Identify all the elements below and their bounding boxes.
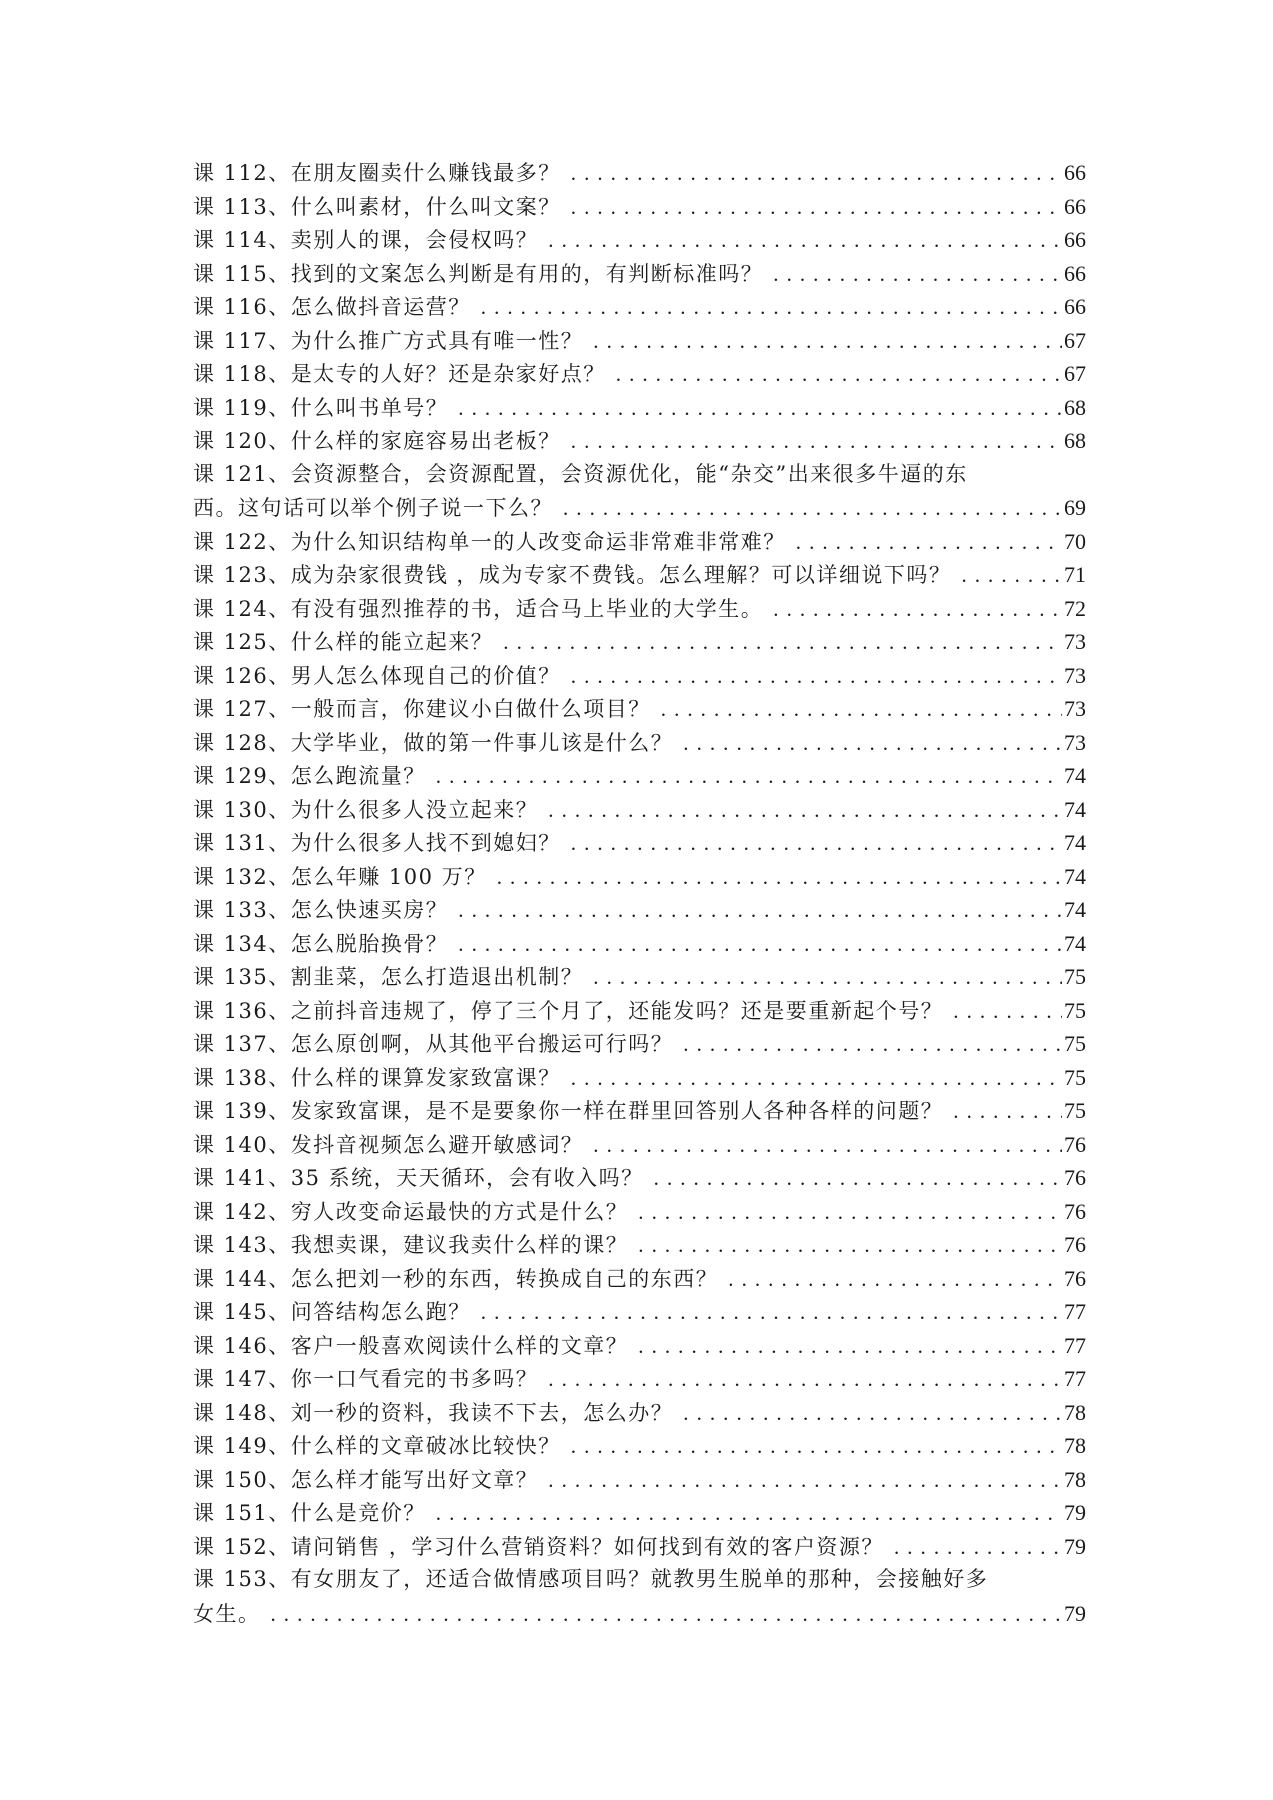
- toc-entry: [193, 1094, 1086, 1128]
- toc-line: [193, 860, 1086, 894]
- toc-line: [193, 1329, 1086, 1363]
- toc-page-number: 77: [1064, 1366, 1086, 1391]
- toc-line: [193, 1362, 1086, 1396]
- toc-entry: [193, 558, 1086, 592]
- toc-entry-title: 课 147、你一口气看完的书多吗？: [193, 1367, 539, 1391]
- toc-page-number: 66: [1064, 193, 1086, 219]
- dot-leader: [661, 693, 1062, 727]
- toc-entry: [193, 659, 1086, 693]
- dot-leader: [548, 794, 1062, 828]
- dot-leader: [271, 1598, 1063, 1632]
- toc-entry: [193, 1295, 1086, 1329]
- dot-leader: [796, 526, 1062, 560]
- toc-entry: [193, 1362, 1086, 1396]
- dot-leader: [654, 1162, 1062, 1196]
- toc-line: [193, 257, 1086, 291]
- toc-page-number: 74: [1064, 897, 1086, 922]
- toc-line: [193, 625, 1086, 659]
- toc-entry-title: 女生。: [193, 1601, 261, 1626]
- toc-line: [193, 491, 1086, 525]
- toc-entry-title: 课 125、什么样的能立起来？: [193, 630, 494, 654]
- toc-page-number: 68: [1064, 428, 1086, 453]
- dot-leader: [458, 392, 1062, 426]
- toc-line: [193, 1496, 1086, 1530]
- toc-entry: [193, 1027, 1086, 1061]
- toc-entry-title: 课 135、割韭菜，怎么打造退出机制？: [193, 965, 584, 989]
- dot-leader: [961, 559, 1062, 593]
- toc-entry-title: 课 115、找到的文案怎么判断是有用的，有判断标准吗？: [193, 261, 764, 286]
- toc-entry: [193, 525, 1086, 559]
- toc-entry-title-line1: 课 153、有女朋友了，还适合做情感项目吗？就教男生脱单的那种，会接触好多: [193, 1567, 989, 1591]
- toc-entry-title: 课 129、怎么跑流量？: [193, 764, 426, 788]
- toc-page-number: 75: [1064, 1098, 1086, 1123]
- toc-line: [193, 1195, 1086, 1229]
- toc-page-number: 79: [1064, 1533, 1086, 1559]
- toc-entry: [193, 1262, 1086, 1296]
- toc-line: [193, 1262, 1086, 1296]
- toc-page-number: 75: [1064, 997, 1086, 1023]
- toc-entry-title: 课 150、怎么样才能写出好文章？: [193, 1467, 539, 1492]
- toc-entry-title: 课 141、35 系统，天天循环，会有收入吗？: [193, 1166, 644, 1190]
- toc-entry-title: 课 133、怎么快速买房？: [193, 898, 449, 922]
- toc-entry-title: 课 151、什么是竞价？: [193, 1501, 426, 1525]
- toc-entry: [193, 324, 1086, 358]
- toc-entry-title-line1: 课 121、会资源整合，会资源配置，会资源优化，能“杂交”出来很多牛逼的东: [193, 461, 968, 486]
- toc-line: [193, 391, 1086, 425]
- toc-page-number: 67: [1064, 361, 1086, 386]
- dot-leader: [638, 1330, 1062, 1364]
- toc-line: [193, 357, 1086, 391]
- toc-line: [193, 826, 1086, 860]
- toc-page-number: 79: [1064, 1600, 1086, 1626]
- dot-leader: [548, 1464, 1062, 1498]
- toc-entry-title: 课 118、是太专的人好？还是杂家好点？: [193, 362, 606, 386]
- toc-entry: [193, 1463, 1086, 1497]
- toc-entry-title: 课 112、在朋友圈卖什么赚钱最多？: [193, 161, 561, 185]
- toc-line: [193, 994, 1086, 1028]
- toc-line: [193, 525, 1086, 559]
- toc-page-number: 75: [1064, 1064, 1086, 1090]
- toc-page-number: 74: [1064, 863, 1086, 889]
- toc-page-number: 78: [1064, 1466, 1086, 1492]
- toc-entry: [193, 1128, 1086, 1162]
- toc-entry-title: 课 136、之前抖音违规了，停了三个月了，还能发吗？还是要重新起个号？: [193, 998, 944, 1023]
- toc-entry-title: 课 144、怎么把刘一秒的东西，转换成自己的东西？: [193, 1266, 719, 1291]
- toc-entry: [193, 223, 1086, 257]
- toc-line: [193, 726, 1086, 760]
- toc-line: [193, 1597, 1086, 1631]
- toc-entry: [193, 1530, 1086, 1564]
- toc-page-number: 71: [1064, 562, 1086, 587]
- toc-page-number: 67: [1064, 327, 1086, 353]
- toc-line: [193, 960, 1086, 994]
- dot-leader: [593, 325, 1062, 359]
- toc-entry-title: 课 140、发抖音视频怎么避开敏感词？: [193, 1132, 584, 1157]
- toc-entry-title: 课 128、大学毕业，做的第一件事儿该是什么？: [193, 730, 674, 755]
- toc-entry: [193, 424, 1086, 458]
- toc-entry: [193, 1429, 1086, 1463]
- dot-leader: [497, 861, 1062, 895]
- toc-entry: [193, 826, 1086, 860]
- toc-entry: [193, 190, 1086, 224]
- toc-line: [193, 1530, 1086, 1564]
- toc-page-number: 76: [1064, 1131, 1086, 1157]
- toc-entry: [193, 860, 1086, 894]
- toc-entry: [193, 960, 1086, 994]
- dot-leader: [728, 1263, 1062, 1297]
- toc-page-number: 79: [1064, 1500, 1086, 1525]
- toc-page-number: 76: [1064, 1198, 1086, 1224]
- toc-entry-title: 课 113、什么叫素材，什么叫文案？: [193, 194, 561, 219]
- toc-page-number: 73: [1064, 629, 1086, 654]
- toc-entry: [193, 793, 1086, 827]
- toc-entry-title: 课 148、刘一秒的资料，我读不下去，怎么办？: [193, 1400, 674, 1425]
- toc-entry: [193, 1563, 1086, 1630]
- toc-line: [193, 1295, 1086, 1329]
- toc-line: [193, 324, 1086, 358]
- dot-leader: [548, 224, 1062, 258]
- toc-page-number: 66: [1064, 160, 1086, 185]
- dot-leader: [638, 1229, 1062, 1263]
- toc-page-number: 73: [1064, 662, 1086, 688]
- dot-leader: [571, 157, 1062, 191]
- toc-entry: [193, 692, 1086, 726]
- toc-page-number: 75: [1064, 964, 1086, 989]
- toc-page-number: 68: [1064, 394, 1086, 420]
- toc-line: [193, 1027, 1086, 1061]
- dot-leader: [571, 1430, 1062, 1464]
- dot-leader: [571, 425, 1062, 459]
- toc-page-number: 76: [1064, 1265, 1086, 1291]
- toc-page-number: 73: [1064, 696, 1086, 721]
- dot-leader: [458, 894, 1062, 928]
- toc-entry-title: 课 142、穷人改变命运最快的方式是什么？: [193, 1199, 629, 1224]
- toc-entry: [193, 1228, 1086, 1262]
- dot-leader: [436, 760, 1062, 794]
- dot-leader: [683, 1397, 1062, 1431]
- toc-entry-title: 课 143、我想卖课，建议我卖什么样的课？: [193, 1233, 629, 1257]
- toc-entry-title: 课 146、客户一般喜欢阅读什么样的文章？: [193, 1333, 629, 1358]
- toc-page-number: 66: [1064, 294, 1086, 319]
- toc-line: [193, 1429, 1086, 1463]
- toc-entry: [193, 625, 1086, 659]
- toc-entry: [193, 1195, 1086, 1229]
- toc-entry-title: 课 126、男人怎么体现自己的价值？: [193, 663, 561, 688]
- toc-entry: [193, 726, 1086, 760]
- toc-entry-title: 课 120、什么样的家庭容易出老板？: [193, 429, 561, 453]
- toc-entry: [193, 1496, 1086, 1530]
- toc-entry-title: 课 152、请问销售 ，学习什么营销资料？如何找到有效的客户资源？: [193, 1534, 884, 1559]
- toc-line: [193, 190, 1086, 224]
- toc-page-number: 74: [1064, 763, 1086, 788]
- dot-leader: [436, 1497, 1062, 1531]
- toc-entry-title: 课 145、问答结构怎么跑？: [193, 1300, 471, 1324]
- toc-line: [193, 1094, 1086, 1128]
- toc-page-number: 70: [1064, 528, 1086, 554]
- toc-line: [193, 156, 1086, 190]
- dot-leader: [481, 291, 1062, 325]
- toc-line: [193, 1396, 1086, 1430]
- dot-leader: [773, 258, 1062, 292]
- toc-page-number: 74: [1064, 796, 1086, 822]
- toc-entry-title: 课 114、卖别人的课，会侵权吗？: [193, 228, 539, 252]
- toc-page-number: 76: [1064, 1232, 1086, 1257]
- toc-line: [193, 927, 1086, 961]
- toc-line: [193, 893, 1086, 927]
- toc-page-number: 69: [1064, 495, 1086, 520]
- toc-entry: [193, 1396, 1086, 1430]
- dot-leader: [616, 358, 1062, 392]
- dot-leader: [773, 593, 1062, 627]
- dot-leader: [571, 827, 1062, 861]
- toc-page-number: 66: [1064, 260, 1086, 286]
- toc-page-number: 73: [1064, 729, 1086, 755]
- toc-entry-title: 课 124、有没有强烈推荐的书，适合马上毕业的大学生。: [193, 596, 764, 621]
- toc-entry: [193, 893, 1086, 927]
- toc-entry-title: 课 122、为什么知识结构单一的人改变命运非常难非常难？: [193, 529, 786, 554]
- toc-entry: [193, 759, 1086, 793]
- toc-entry: [193, 156, 1086, 190]
- toc-entry: [193, 391, 1086, 425]
- toc-line: [193, 1161, 1086, 1195]
- toc-line: [193, 223, 1086, 257]
- toc-entry: [193, 927, 1086, 961]
- dot-leader: [894, 1531, 1062, 1565]
- toc-entry-title: 课 149、什么样的文章破冰比较快？: [193, 1434, 561, 1458]
- dot-leader: [563, 492, 1062, 526]
- toc-entry-title: 课 119、什么叫书单号？: [193, 395, 449, 420]
- toc-entry: [193, 1061, 1086, 1095]
- toc-page-number: 74: [1064, 830, 1086, 855]
- dot-leader: [548, 1363, 1062, 1397]
- dot-leader: [683, 727, 1062, 761]
- toc-page-number: 74: [1064, 930, 1086, 956]
- toc-line: [193, 1128, 1086, 1162]
- dot-leader: [953, 1095, 1062, 1129]
- toc-line: [193, 759, 1086, 793]
- toc-entry-title: 课 134、怎么脱胎换骨？: [193, 931, 449, 956]
- toc-entry-title: 课 130、为什么很多人没立起来？: [193, 797, 539, 822]
- toc-entry: [193, 458, 1086, 525]
- toc-line: [193, 793, 1086, 827]
- dot-leader: [481, 1296, 1062, 1330]
- toc-line: [193, 692, 1086, 726]
- dot-leader: [571, 1062, 1062, 1096]
- toc-entry: [193, 1329, 1086, 1363]
- toc-page-number: 78: [1064, 1399, 1086, 1425]
- toc-entry: [193, 290, 1086, 324]
- toc-entry-title: 课 131、为什么很多人找不到媳妇？: [193, 831, 561, 855]
- dot-leader: [683, 1028, 1062, 1062]
- toc-entry: [193, 357, 1086, 391]
- toc-page-number: 72: [1064, 595, 1086, 621]
- toc-line: [193, 592, 1086, 626]
- toc-page-number: 66: [1064, 227, 1086, 252]
- dot-leader: [593, 961, 1062, 995]
- dot-leader: [571, 191, 1062, 225]
- toc-line: [193, 1228, 1086, 1262]
- toc-entry-title: 课 132、怎么年赚 100 万？: [193, 864, 487, 889]
- toc-line: [193, 1463, 1086, 1497]
- toc-entry: [193, 592, 1086, 626]
- toc-entry-title: 课 138、什么样的课算发家致富课？: [193, 1065, 561, 1090]
- toc-page-number: 77: [1064, 1299, 1086, 1324]
- dot-leader: [953, 995, 1062, 1029]
- toc-entry: [193, 994, 1086, 1028]
- dot-leader: [503, 626, 1062, 660]
- toc-page-number: 78: [1064, 1433, 1086, 1458]
- dot-leader: [638, 1196, 1062, 1230]
- dot-leader: [458, 928, 1062, 962]
- toc-entry-title: 西。这句话可以举个例子说一下么？: [193, 496, 553, 520]
- toc-entry-title: 课 139、发家致富课，是不是要象你一样在群里回答别人各种各样的问题？: [193, 1099, 944, 1123]
- dot-leader: [593, 1129, 1062, 1163]
- toc-page-number: 77: [1064, 1332, 1086, 1358]
- dot-leader: [571, 660, 1062, 694]
- toc-entry-title: 课 127、一般而言，你建议小白做什么项目？: [193, 697, 651, 721]
- toc-entry-title: 课 116、怎么做抖音运营？: [193, 295, 471, 319]
- toc-line: [193, 659, 1086, 693]
- toc-line: [193, 290, 1086, 324]
- toc-entry-title: 课 123、成为杂家很费钱 ，成为专家不费钱。怎么理解？可以详细说下吗？: [193, 563, 952, 587]
- toc-entry-title: 课 117、为什么推广方式具有唯一性？: [193, 328, 584, 353]
- table-of-contents: [193, 156, 1086, 1630]
- toc-line: [193, 558, 1086, 592]
- toc-line: [193, 424, 1086, 458]
- toc-page-number: 75: [1064, 1031, 1086, 1056]
- toc-line: [193, 1061, 1086, 1095]
- toc-entry-title: 课 137、怎么原创啊，从其他平台搬运可行吗？: [193, 1032, 674, 1056]
- toc-entry: [193, 257, 1086, 291]
- toc-entry: [193, 1161, 1086, 1195]
- toc-page-number: 76: [1064, 1165, 1086, 1190]
